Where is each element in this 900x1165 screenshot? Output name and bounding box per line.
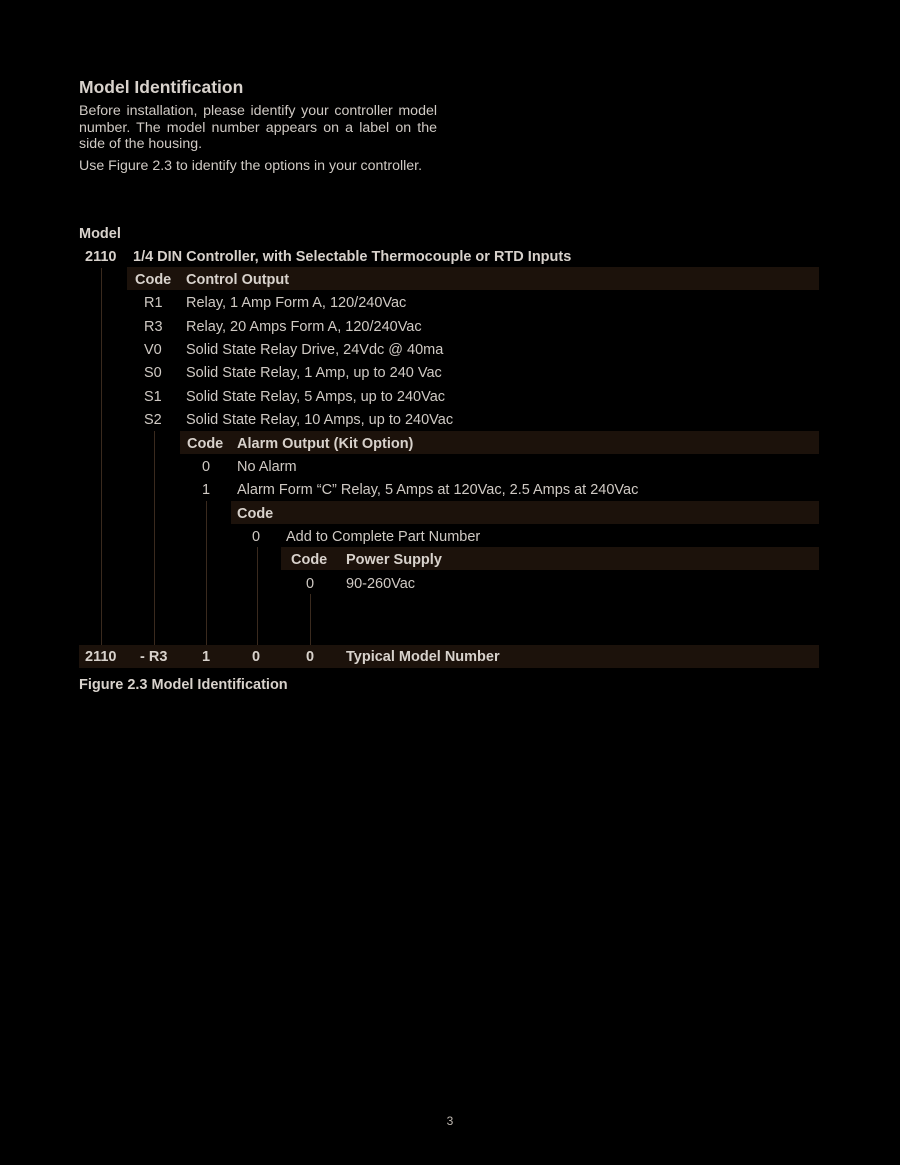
control-desc: Solid State Relay, 10 Amps, up to 240Vac [186, 412, 454, 428]
complete-desc: Add to Complete Part Number [286, 529, 481, 545]
power-desc: 90-260Vac [346, 576, 416, 592]
alarm-desc: No Alarm [237, 459, 297, 475]
typical-complete-code: 0 [252, 649, 261, 665]
power-code: 0 [306, 576, 315, 592]
complete-code: 0 [252, 529, 261, 545]
control-code: S1 [144, 389, 162, 405]
intro-paragraph: Before installation, please identify your controller model number. The model number appears on a label on the side of the housing. [79, 103, 437, 152]
alarm-output-title: Alarm Output (Kit Option) [237, 436, 414, 452]
typical-alarm-code: 1 [202, 649, 211, 665]
page-number: 3 [446, 1114, 454, 1128]
complete-code-header: Code [237, 506, 274, 522]
alarm-code: 1 [202, 482, 211, 498]
typical-control-code: - R3 [140, 649, 168, 665]
control-code-header: Code [135, 272, 172, 288]
complete-connector-line [257, 547, 258, 645]
control-code: S0 [144, 365, 162, 381]
alarm-connector-line [206, 501, 207, 645]
power-supply-title: Power Supply [346, 552, 442, 568]
typical-power-code: 0 [306, 649, 315, 665]
control-desc: Relay, 1 Amp Form A, 120/240Vac [186, 295, 407, 311]
typical-model-code: 2110 [85, 649, 117, 665]
control-desc: Relay, 20 Amps Form A, 120/240Vac [186, 319, 422, 335]
control-desc: Solid State Relay Drive, 24Vdc @ 40ma [186, 342, 444, 358]
control-code: V0 [144, 342, 162, 358]
control-desc: Solid State Relay, 5 Amps, up to 240Vac [186, 389, 446, 405]
control-desc: Solid State Relay, 1 Amp, up to 240 Vac [186, 365, 442, 381]
model-connector-line [101, 268, 102, 645]
complete-header-band [231, 501, 819, 524]
model-description: 1/4 DIN Controller, with Selectable Thermocouple or RTD Inputs [133, 249, 572, 265]
control-code: S2 [144, 412, 162, 428]
control-connector-line [154, 431, 155, 645]
control-code: R1 [144, 295, 163, 311]
power-connector-line [310, 594, 311, 645]
power-code-header: Code [291, 552, 328, 568]
control-output-title: Control Output [186, 272, 290, 288]
control-code: R3 [144, 319, 163, 335]
page-title: Model Identification [79, 77, 244, 97]
model-code: 2110 [85, 249, 117, 265]
typical-model-label: Typical Model Number [346, 649, 500, 665]
alarm-code: 0 [202, 459, 211, 475]
model-label: Model [79, 226, 121, 242]
alarm-desc: Alarm Form “C” Relay, 5 Amps at 120Vac, 2.5 Amps at 240Vac [237, 482, 639, 498]
figure-caption: Figure 2.3 Model Identification [79, 677, 288, 693]
intro-paragraph-2: Use Figure 2.3 to identify the options in your controller. [79, 158, 423, 174]
alarm-code-header: Code [187, 436, 224, 452]
